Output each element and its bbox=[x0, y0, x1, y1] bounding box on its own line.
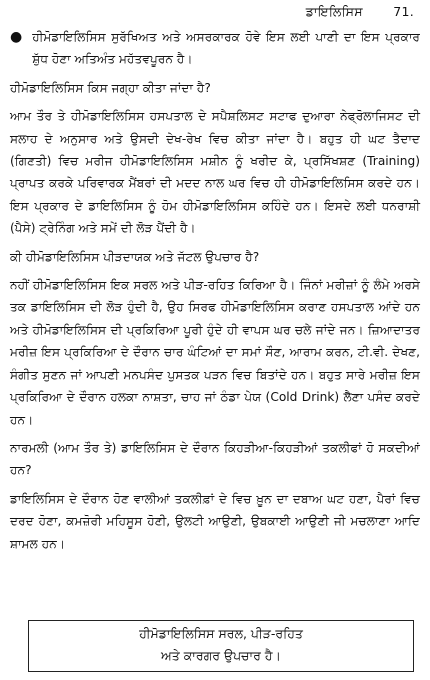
answer-1: ਆਮ ਤੌਰ ਤੇ ਹੀਮੋਡਾਇਲਿਸਿਸ ਹਸਪਤਾਲ ਦੇ ਸਪੈਸ਼ਲਿਸਟ ਸਟਾਫ ਦੁਆਰਾ ਨੇਫ੍ਰੋਲਾਜਿਸਟ ਦੀ ਸਲਾਹ ਦੇ ਅਨੁਸਾਰ ਅਤੇ ਉਸਦੀ ਦੇਖ-ਰੇਖ ਵਿਚ ਕੀਤਾ ਜਾਂਦਾ ਹੈ। ਬਹੁਤ ਹੀ ਘਟ ਤੈਦਾਦ (ਗਿਣਤੀ) ਵਿਚ ਮਰੀਜ ਹੀਮੋਡਾਇਲਿਸਿਸ ਮਸ਼ੀਨ ਨੂੰ ਖਰੀਦ ਕੇ, ਪ੍ਰਸਿੱਖਸ਼ਣ (Training) ਪ੍ਰਾਪਤ ਕਰਕੇ ਪਰਿਵਾਰਕ ਮੈਂਬਰਾਂ ਦੀ ਮਦਦ ਨਾਲ ਘਰ ਵਿਚ ਹੀ ਹੀਮੋਡਾਇਲਿਸਿਸ ਕਰਦੇ ਹਨ। ਇਸ ਪ੍ਰਕਾਰ ਦੇ ਡਾਇਲਿਸਿਸ ਨੂੰ ਹੋਮ ਹੀਮੋਡਾਇਲਿਸਿਸ ਕਹਿੰਦੇ ਹਨ। ਇਸਦੇ ਲਈ ਧਨਰਾਸ਼ੀ (ਪੈਸੇ) ਟ੍ਰੇਨਿੰਗ ਅਤੇ ਸਮੇਂ ਦੀ ਲੋੜ ਪੈਂਦੀ ਹੈ। bbox=[10, 109, 420, 236]
summary-line-2: ਅਤੇ ਕਾਰਗਰ ਉਪਚਾਰ ਹੈ। bbox=[161, 648, 281, 663]
question-3: ਨਾਰਮਲੀ (ਆਮ ਤੌਰ ਤੇ) ਡਾਇਲਿਸਿਸ ਦੇ ਦੌਰਾਨ ਕਿਹੜੀਆ-ਕਿਹੜੀਆਂ ਤਕਲੀਫਾਂ ਹੋ ਸਕਦੀਆਂ ਹਨ? bbox=[10, 440, 420, 478]
answer-3: ਡਾਇਲਿਸਿਸ ਦੇ ਦੌਰਾਨ ਹੋਣ ਵਾਲੀਆਂ ਤਕਲੀਫ਼ਾਂ ਦੇ ਵਿਚ ਖ਼ੂਨ ਦਾ ਦਬਾਅ ਘਟ ਹਣਾ, ਪੈਰਾਂ ਵਿਚ ਦਰਦ ਹੋਣਾ, ਕਮਜ਼ੋਰੀ ਮਹਿਸੂਸ ਹੋਣੀ, ਉਲਟੀ ਆਉਣੀ, ਉਬਕਾਈ ਆਉਣੀ ਜੀ ਮਚਲਾਣਾ ਆਦਿ ਸ਼ਾਮਲ ਹਨ। bbox=[10, 491, 420, 551]
bullet-text: ਹੀਮੋਡਾਇਲਿਸਿਸ ਸੁਰੱਖਿਅਤ ਅਤੇ ਅਸਰਕਾਰਕ ਹੋਵੇ ਇਸ ਲਈ ਪਾਣੀ ਦਾ ਇਸ ਪ੍ਰਕਾਰ ਸ਼ੁੱਧ ਹੋਣਾ ਅਤਿਅੰਤ ਮਹੱਤਵਪੂਰਨ ਹੈ। bbox=[32, 30, 420, 67]
answer-2: ਨਹੀਂ ਹੀਮੋਡਾਇਲਿਸਿਸ ਇਕ ਸਰਲ ਅਤੇ ਪੀੜ-ਰਹਿਤ ਕਿਰਿਆ ਹੈ। ਜਿੰਨਾਂ ਮਰੀਜ਼ਾਂ ਨੂੰ ਲੰਮੇ ਅਰਸੇ ਤਕ ਡਾਇਲਿਸਿਸ ਦੀ ਲੋੜ ਹੁੰਦੀ ਹੈ, ਉਹ ਸਿਰਫ ਹੀਮੋਡਾਇਲਿਸਿਸ ਕਰਾਣ ਹਸਪਤਾਲ ਆਂਦੇ ਹਨ ਅਤੇ ਹੀਮੋਡਾਇਲਿਸਿਸ ਦੀ ਪ੍ਰਕਿਰਿਆ ਪੂਰੀ ਹੁੰਦੇ ਹੀ ਵਾਪਸ ਘਰ ਚਲੇ ਜਾਂਦੇ ਜਨ। ਜ਼ਿਆਦਾਤਰ ਮਰੀਜ਼ ਇਸ ਪ੍ਰਕਿਰਿਆ ਦੇ ਦੌਰਾਨ ਚਾਰ ਘੰਟਿਆਂ ਦਾ ਸਮਾਂ ਸੌਣ, ਆਰਾਮ ਕਰਨ, ਟੀ.ਵੀ. ਦੇਖਣ, ਸੰਗੀਤ ਸੁਣਨ ਜਾਂ ਆਪਣੀ ਮਨਪਸੰਦ ਪੁਸਤਕ ਪੜਨ ਵਿਚ ਬਿਤਾਂਦੇ ਹਨ। ਬਹੁਤ ਸਾਰੇ ਮਰੀਜ਼ ਇਸ ਪ੍ਰਕਿਰਿਆ ਦੇ ਦੌਰਾਨ ਹਲਕਾ ਨਾਸ਼ਤਾ, ਚਾਹ ਜਾਂ ਠੰਡਾ ਪੇਯ (Cold Drink) ਲੈਣਾ ਪਸੰਦ ਕਰਦੇ ਹਨ। bbox=[10, 278, 420, 427]
page-number: 71. bbox=[393, 4, 414, 19]
question-2: ਕੀ ਹੀਮੋਡਾਇਲਿਸਿਸ ਪੀੜਦਾਯਕ ਅਤੇ ਜੱਟਲ ਉਪਚਾਰ ਹੈ? bbox=[10, 249, 260, 264]
running-header bbox=[306, 4, 414, 20]
page-content bbox=[10, 26, 420, 561]
summary-box bbox=[28, 620, 414, 672]
question-1: ਹੀਮੋਡਾਇਲਿਸਿਸ ਕਿਸ ਜਗ੍ਹਾ ਕੀਤਾ ਜਾਂਦਾ ਹੈ? bbox=[10, 80, 211, 95]
bullet-dot-icon: ● bbox=[10, 29, 23, 45]
header-title: ਡਾਇਲਿਸਿਸ bbox=[305, 4, 363, 19]
bullet-item bbox=[10, 26, 420, 71]
summary-line-1: ਹੀਮੋਡਾਇਲਿਸਿਸ ਸਰਲ, ਪੀੜ-ਰਹਿਤ bbox=[139, 626, 303, 641]
